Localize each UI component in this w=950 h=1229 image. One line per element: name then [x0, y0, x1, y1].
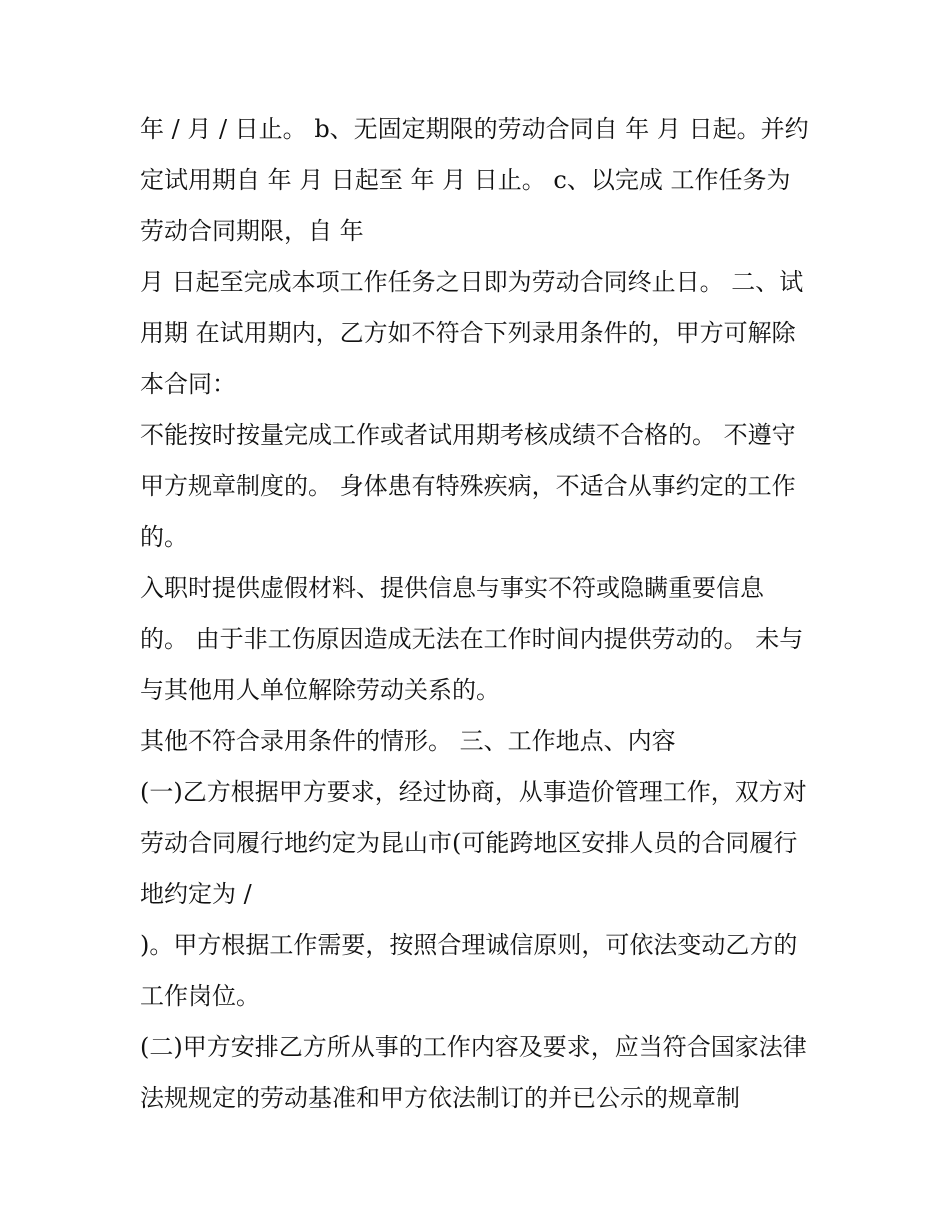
- paragraph-work-content: (二)甲方安排乙方所从事的工作内容及要求，应当符合国家法律法规规定的劳动基准和甲方依法制订的并已公示的规章制: [140, 1033, 807, 1112]
- paragraph-conditions-3: 其他不符合录用条件的情形。 三、工作地点、内容: [140, 727, 676, 755]
- paragraph-workplace-2: )。甲方根据工作需要，按照合理诚信原则，可依法变动乙方的工作岗位。: [140, 931, 798, 1010]
- paragraph-conditions-1: 不能按时按量完成工作或者试用期考核成绩不合格的。 不遵守甲方规章制度的。 身体患有特殊疾病，不适合从事约定的工作的。: [140, 421, 796, 551]
- paragraph-conditions-2: 入职时提供虚假材料、提供信息与事实不符或隐瞒重要信息的。 由于非工伤原因造成无法在工作时间内提供劳动的。 未与与其他用人单位解除劳动关系的。: [140, 574, 804, 704]
- paragraph-workplace-1: (一)乙方根据甲方要求，经过协商，从事造价管理工作，双方对劳动合同履行地约定为昆山市(可能跨地区安排人员的合同履行地约定为 /: [140, 778, 807, 908]
- document-body: [140, 104, 810, 1124]
- paragraph-probation: 月 日起至完成本项工作任务之日即为劳动合同终止日。 二、试用期 在试用期内，乙方如不符合下列录用条件的，甲方可解除本合同：: [140, 268, 804, 398]
- paragraph-term-types: 年 / 月 / 日止。 b、无固定期限的劳动合同自 年 月 日起。并约定试用期自 年 月 日起至 年 月 日止。 c、以完成 工作任务为劳动合同期限，自 年: [140, 115, 809, 245]
